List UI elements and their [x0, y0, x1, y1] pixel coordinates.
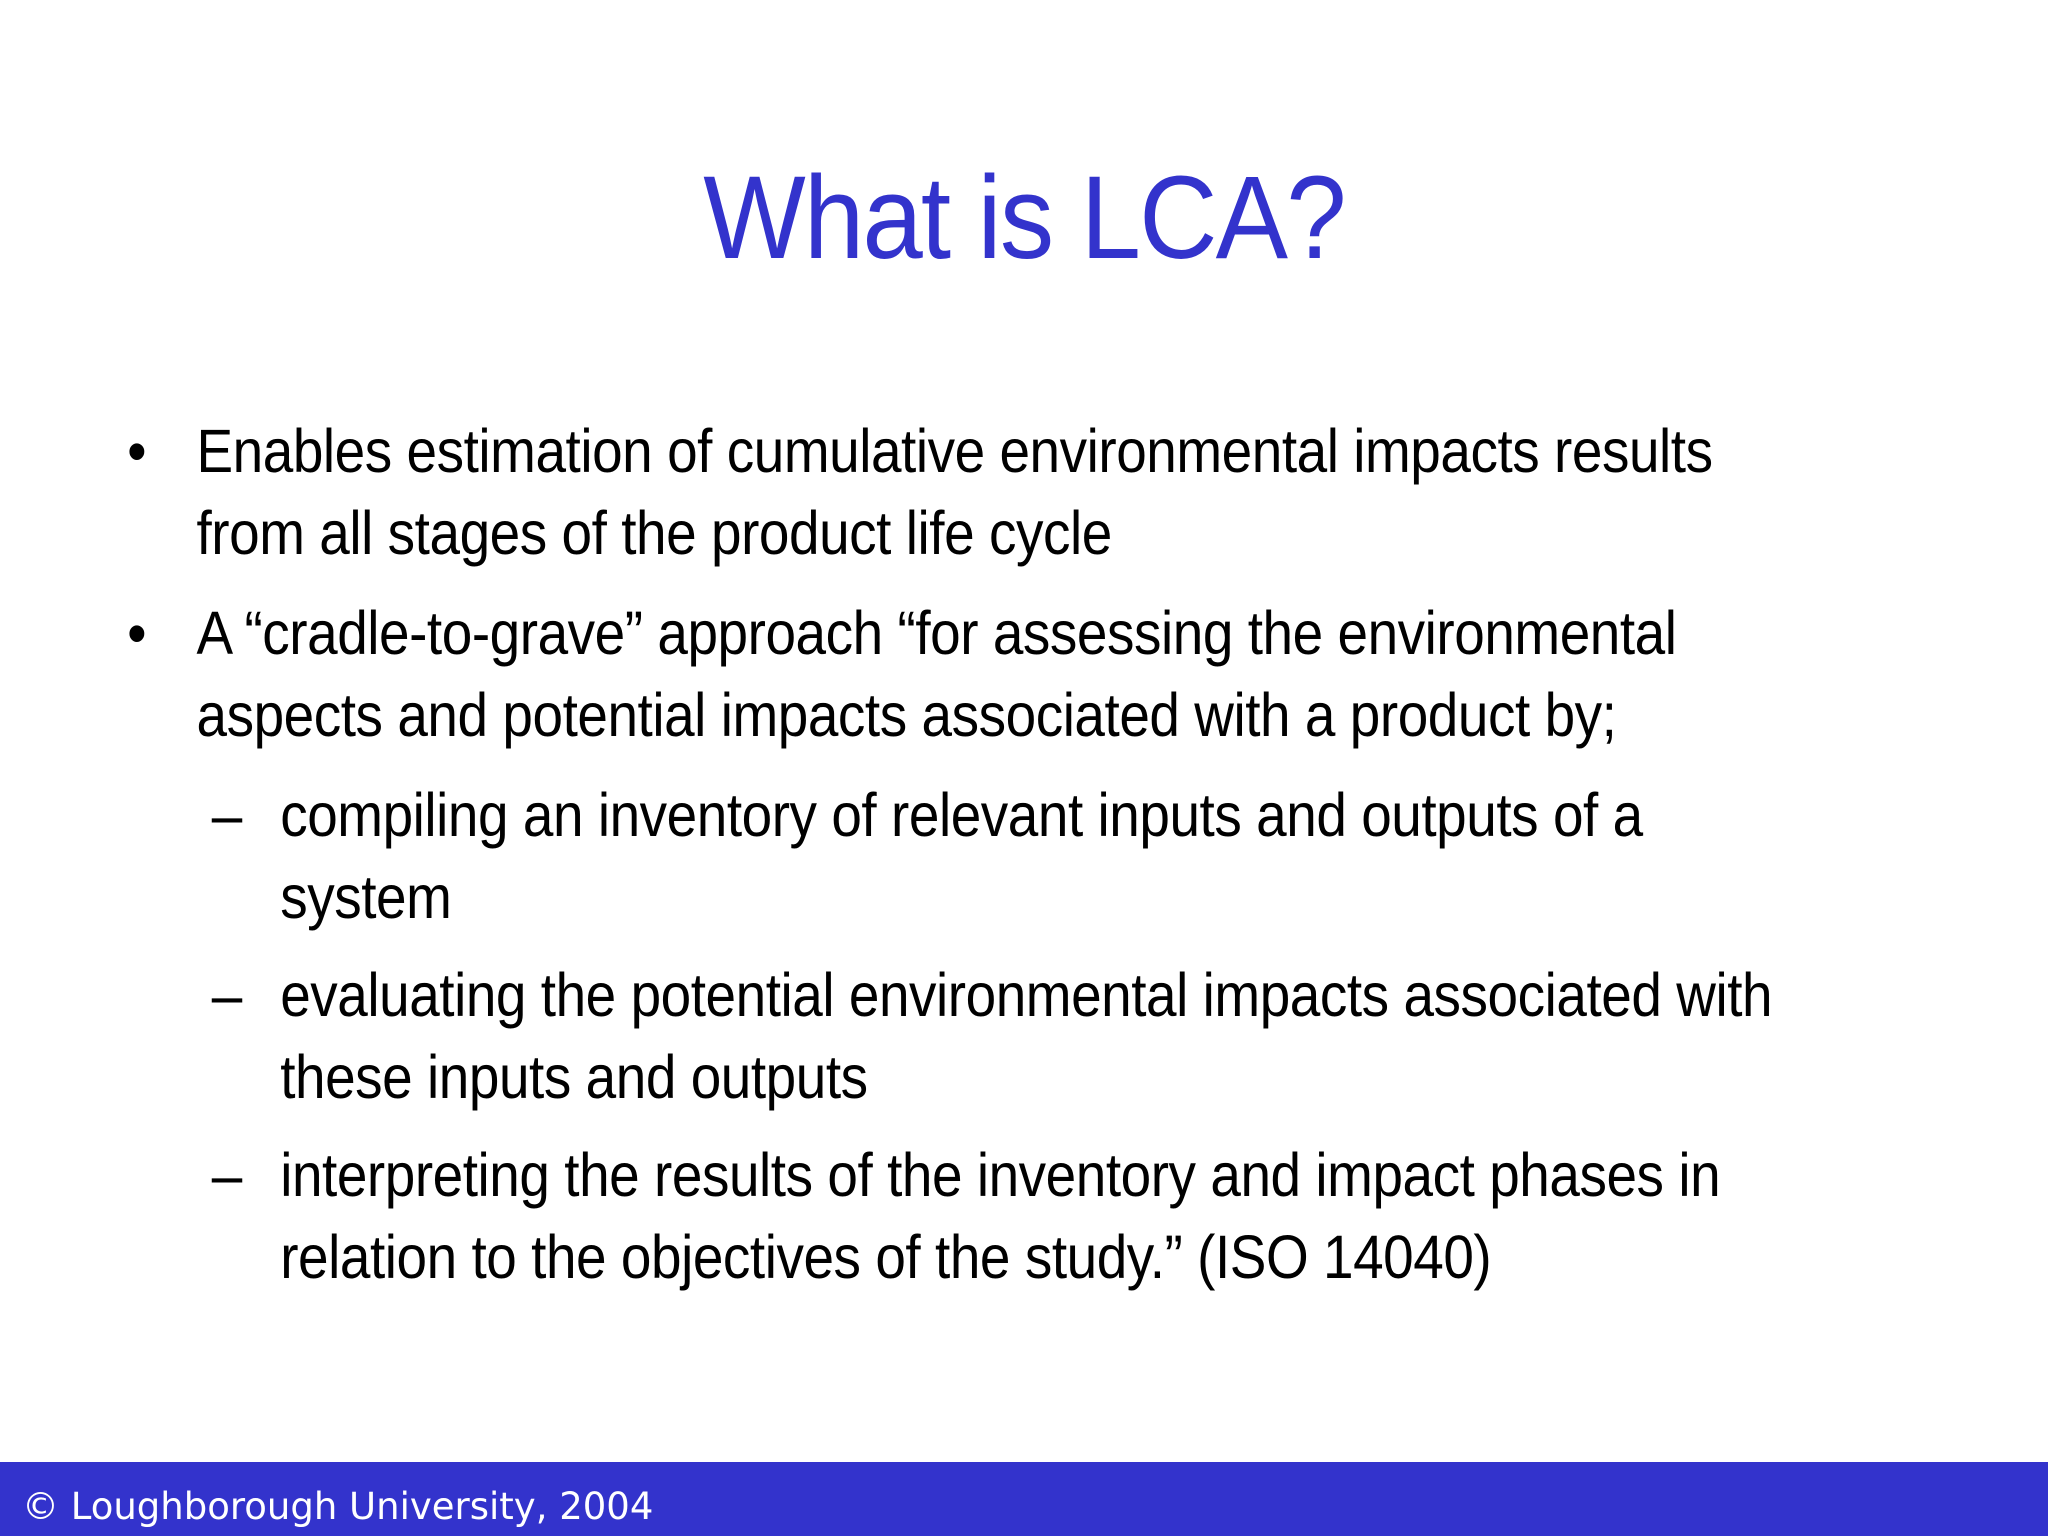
bullet-text: Enables estimation of cumulative environmental impacts results from all stages of the product life cycle	[196, 417, 1713, 567]
sub-bullet-item	[120, 774, 2048, 938]
dash-icon: –	[211, 1141, 242, 1209]
footer-band	[0, 1462, 2048, 1536]
sub-bullet-item	[120, 1134, 2048, 1298]
bullet-text: A “cradle-to-grave” approach “for assessing the environmental aspects and potential impacts associated with a product by;	[196, 599, 1677, 749]
slide-title: What is LCA?	[703, 152, 1345, 284]
bullet-dot-icon: •	[127, 599, 146, 667]
sub-bullet-item	[120, 954, 2048, 1118]
bullet-item	[120, 410, 1997, 574]
dash-icon: –	[211, 781, 242, 849]
dash-icon: –	[211, 961, 242, 1029]
sub-bullet-text: interpreting the results of the inventory and impact phases in relation to the objectives of the study.” (ISO 14040)	[280, 1141, 1721, 1291]
sub-bullet-text: evaluating the potential environmental impacts associated with these inputs and outputs	[280, 961, 1773, 1111]
bullet-item	[120, 592, 1997, 756]
sub-bullet-text: compiling an inventory of relevant inputs and outputs of a system	[280, 781, 1643, 931]
bullet-dot-icon: •	[127, 417, 146, 485]
slide-body	[120, 410, 1930, 1314]
copyright-text: © Loughborough University, 2004	[22, 1485, 654, 1528]
